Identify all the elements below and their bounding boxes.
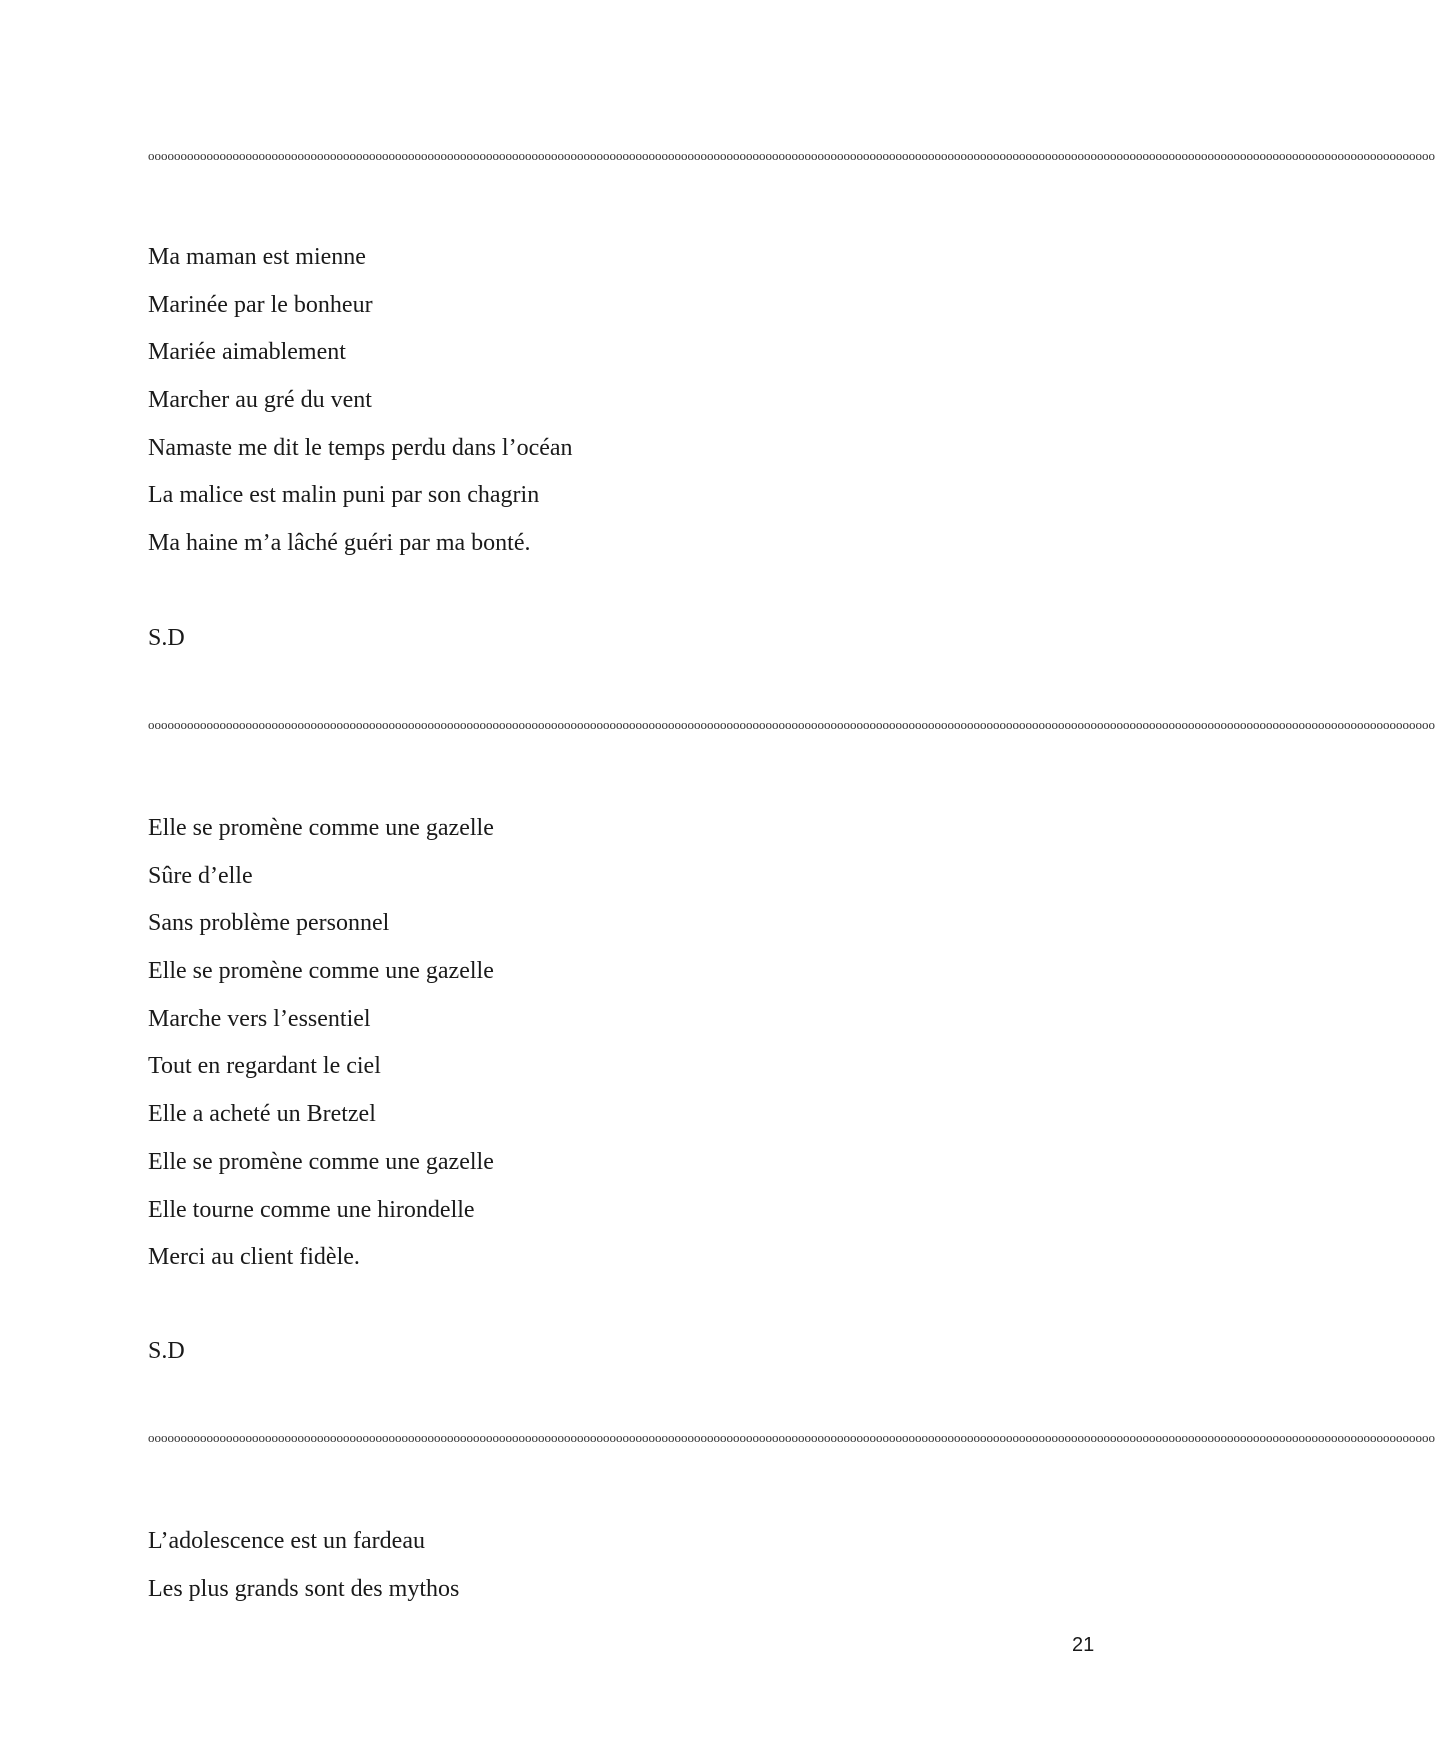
- poem-line: Sûre d’elle: [148, 862, 253, 889]
- poem-line: Marcher au gré du vent: [148, 387, 372, 414]
- poem-line: Namaste me dit le temps perdu dans l’océan: [148, 434, 573, 461]
- poem-1: [148, 234, 573, 568]
- separator-line: oooooooooooooooooooooooooooooooooooooooooooooooooooooooooooooooooooooooooooooooooooooooooooooooooooooooooooooooooooooooooooooooooooooooooooooooooooooooooooooooooooooooooooooooooooooooooooooooooooooo: [148, 717, 1435, 732]
- poem-line: Sans problème personnel: [148, 910, 390, 937]
- poem-line: Marinée par le bonheur: [148, 291, 373, 318]
- poem-line: L’adolescence est un fardeau: [148, 1528, 425, 1554]
- poem-line: Ma haine m’a lâché guéri par ma bonté.: [148, 530, 531, 557]
- poem-line: Ma maman est mienne: [148, 244, 366, 270]
- poem-signature: S.D: [148, 625, 185, 651]
- poem-3: [148, 1518, 459, 1613]
- poem-line: Mariée aimablement: [148, 339, 346, 366]
- poem-line: Elle tourne comme une hirondelle: [148, 1196, 475, 1223]
- poem-line: La malice est malin puni par son chagrin: [148, 482, 540, 509]
- poem-signature: S.D: [148, 1338, 185, 1364]
- poem-line: Merci au client fidèle.: [148, 1244, 360, 1271]
- poem-line: Elle se promène comme une gazelle: [148, 815, 494, 841]
- poem-line: Les plus grands sont des mythos: [148, 1575, 460, 1602]
- separator-line: oooooooooooooooooooooooooooooooooooooooooooooooooooooooooooooooooooooooooooooooooooooooooooooooooooooooooooooooooooooooooooooooooooooooooooooooooooooooooooooooooooooooooooooooooooooooooooooooooooooo: [148, 148, 1435, 163]
- poem-2: [148, 805, 494, 1282]
- separator-line: oooooooooooooooooooooooooooooooooooooooooooooooooooooooooooooooooooooooooooooooooooooooooooooooooooooooooooooooooooooooooooooooooooooooooooooooooooooooooooooooooooooooooooooooooooooooooooooooooooooo: [148, 1430, 1435, 1445]
- poem-line: Marche vers l’essentiel: [148, 1005, 371, 1032]
- page-number: 21: [1072, 1634, 1095, 1656]
- poem-line: Tout en regardant le ciel: [148, 1053, 381, 1080]
- poem-line: Elle se promène comme une gazelle: [148, 1148, 494, 1175]
- poem-line: Elle se promène comme une gazelle: [148, 958, 494, 985]
- poem-line: Elle a acheté un Bretzel: [148, 1101, 376, 1128]
